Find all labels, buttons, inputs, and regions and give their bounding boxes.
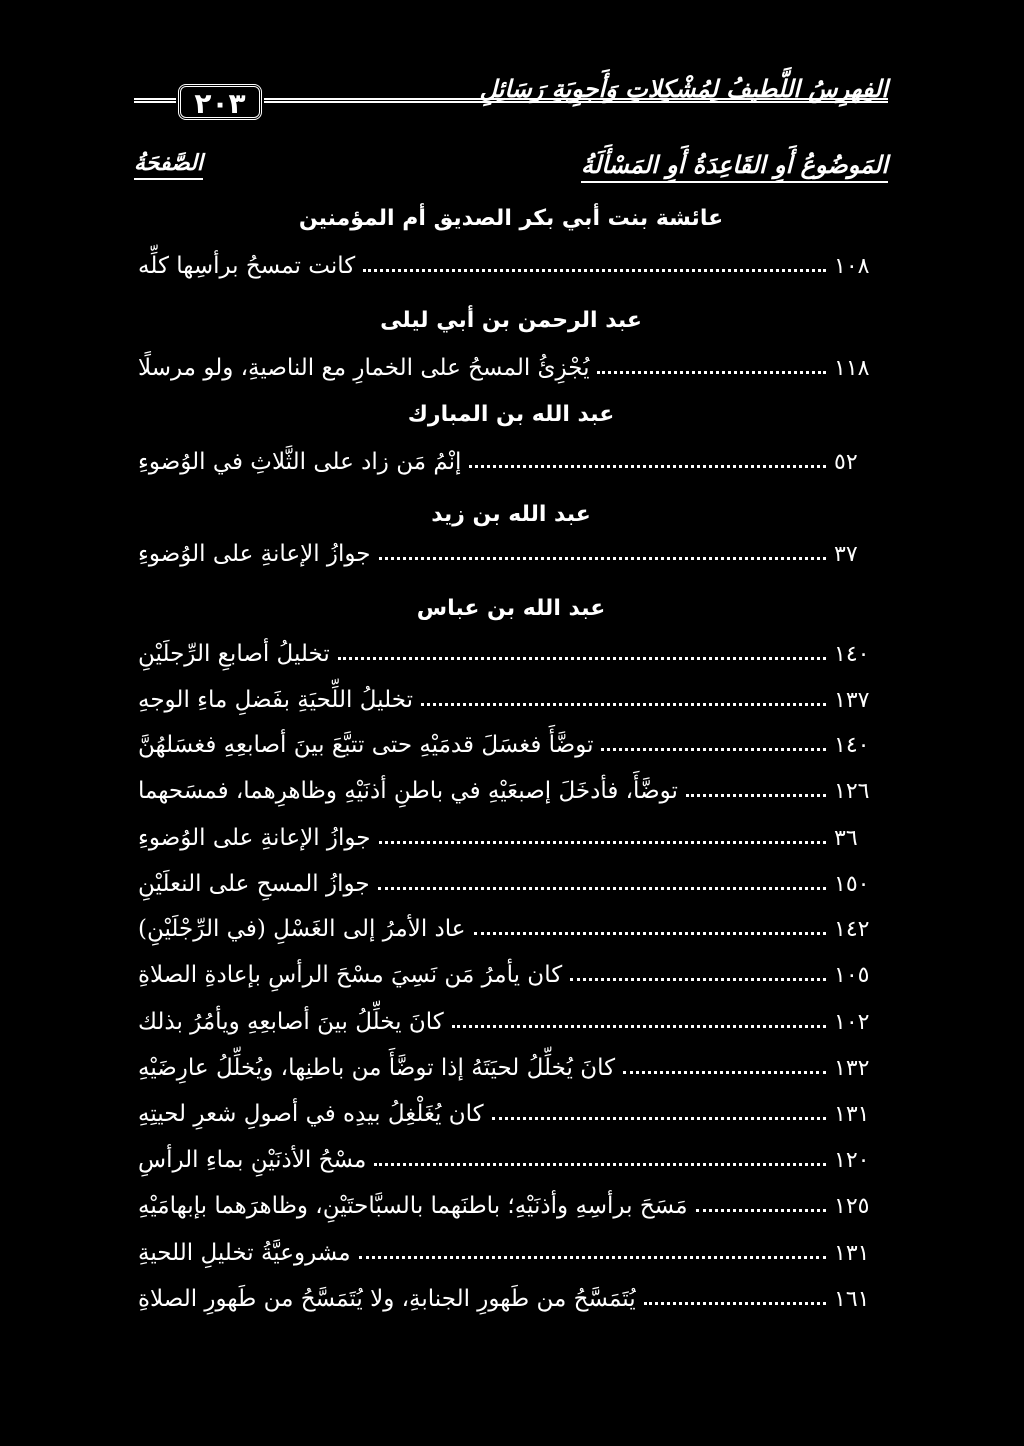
leader-dots: [696, 1209, 826, 1212]
entry-page: ١٠٢: [834, 1009, 870, 1035]
leader-dots: [644, 1302, 826, 1305]
leader-dots: [359, 1256, 826, 1259]
entry-page: ١٤٠: [834, 641, 870, 667]
entry-page: ١٣٧: [834, 687, 870, 713]
entry-page: ١٦١: [834, 1286, 870, 1312]
leader-dots: [363, 269, 826, 272]
index-entry: [134, 1188, 888, 1224]
leader-dots: [492, 1117, 826, 1120]
entry-text: عاد الأمرُ إلى الغَسْلِ (في الرِّجْلَيْنِ): [138, 916, 466, 942]
entry-page: ١٣٢: [834, 1055, 870, 1081]
index-entry: [134, 248, 888, 284]
column-heading-topic: المَوضُوعُ أَوِ القَاعِدَةُ أَوِ المَسْأَلَةُ: [581, 150, 888, 183]
header-rule-left: [134, 98, 176, 103]
index-entry: [134, 820, 888, 856]
index-entry: [134, 350, 888, 386]
index-entry: [134, 636, 888, 672]
entry-page: ١٠٥: [834, 962, 870, 988]
entry-page: ١٤٢: [834, 916, 870, 942]
entry-text: كانَ يخلِّلُ بينَ أصابعِهِ ويأمُرُ بذلك: [138, 1009, 444, 1035]
entry-page: ١٢٦: [834, 778, 870, 804]
leader-dots: [601, 748, 826, 751]
entry-text: مَسَحَ برأسِهِ وأذنَيْهِ؛ باطنَهما بالسبَّاحتَيْنِ، وظاهرَهما بإبهامَيْهِ: [138, 1193, 688, 1219]
leader-dots: [379, 557, 826, 560]
index-entry: [134, 957, 888, 993]
leader-dots: [597, 371, 826, 374]
leader-dots: [452, 1025, 826, 1028]
index-entry: [134, 1096, 888, 1132]
entry-page: ١٠٨: [834, 253, 870, 279]
entry-page: ١٢٠: [834, 1147, 870, 1173]
entry-text: توضَّأَ فغسَلَ قدمَيْهِ حتى تتبَّعَ بينَ أصابعِهِ فغسَلهُنَّ: [138, 732, 594, 758]
entry-text: كان يُغَلْغِلُ بيدِه في أصولِ شعرِ لحيتِهِ: [138, 1101, 484, 1127]
entry-text: جوازُ الإعانةِ على الوُضوءِ: [138, 541, 371, 567]
book-title: الفِهرِسُ اللَّطيفُ لِمُشْكِلاتِ وَأَجوِبَةِ رَسَائِلِ: [479, 74, 888, 103]
entry-page: ١٥٠: [834, 871, 870, 897]
leader-dots: [421, 703, 826, 706]
index-entry: [134, 1142, 888, 1178]
entry-text: يُتَمَسَّحُ من طَهورِ الجنابةِ، ولا يُتَمَسَّحُ من طَهورِ الصلاةِ: [138, 1286, 636, 1312]
index-entry: [134, 727, 888, 763]
index-entry: [134, 682, 888, 718]
leader-dots: [338, 657, 826, 660]
section-title: عبد الله بن زيد: [431, 502, 591, 527]
entry-text: جوازُ الإعانةِ على الوُضوءِ: [138, 825, 371, 851]
entry-text: كان يأمرُ مَن نَسِيَ مسْحَ الرأسِ بإعادةِ الصلاةِ: [138, 962, 563, 988]
entry-page: ١٢٥: [834, 1193, 870, 1219]
entry-text: توضَّأَ، فأدخَلَ إصبعَيْهِ في باطنِ أذنَيْهِ وظاهرِهما، فمسَحهما: [138, 778, 678, 804]
index-entry: [134, 911, 888, 947]
leader-dots: [378, 887, 826, 890]
index-entry: [134, 866, 888, 902]
column-heading-page: الصَّفحَةُ: [134, 150, 203, 180]
entry-text: تخليلُ أصابعِ الرِّجلَيْنِ: [138, 641, 330, 667]
section-title: عبد الرحمن بن أبي ليلى: [380, 308, 642, 333]
entry-text: يُجْزِئُ المسحُ على الخمارِ مع الناصيةِ، ولو مرسلًا: [138, 355, 590, 381]
section-title: عبد الله بن المبارك: [407, 402, 615, 427]
section-title: عائشة بنت أبي بكر الصديق أم المؤمنين: [298, 206, 724, 231]
entry-page: ١٤٠: [834, 732, 870, 758]
entry-page: ١٣١: [834, 1240, 870, 1266]
section-title: عبد الله بن عباس: [416, 596, 606, 621]
entry-text: إنْمُ مَن زاد على الثَّلاثِ في الوُضوءِ: [138, 449, 462, 475]
index-entry: [134, 1004, 888, 1040]
index-entry: [134, 773, 888, 809]
index-entry: [134, 536, 888, 572]
entry-page: ٣٦: [834, 825, 858, 851]
leader-dots: [374, 1163, 826, 1166]
entry-page: ١٣١: [834, 1101, 870, 1127]
leader-dots: [474, 932, 826, 935]
entry-page: ٥٢: [834, 449, 858, 475]
leader-dots: [570, 978, 826, 981]
page-number: ٢٠٣: [178, 84, 262, 120]
index-entry: [134, 444, 888, 480]
entry-text: مشروعيَّةُ تخليلِ اللحيةِ: [138, 1240, 351, 1266]
entry-text: تخليلُ اللِّحيَةِ بفَضلِ ماءِ الوجهِ: [138, 687, 413, 713]
index-entry: [134, 1235, 888, 1271]
leader-dots: [686, 794, 826, 797]
entry-text: مسْحُ الأذنَيْنِ بماءِ الرأسِ: [138, 1147, 367, 1173]
entry-text: كانت تمسحُ برأسِها كلِّه: [138, 253, 356, 279]
entry-text: جوازُ المسحِ على النعلَيْنِ: [138, 871, 370, 897]
index-entry: [134, 1050, 888, 1086]
entry-page: ١١٨: [834, 355, 870, 381]
leader-dots: [623, 1071, 826, 1074]
index-entry: [134, 1281, 888, 1317]
leader-dots: [379, 841, 826, 844]
leader-dots: [469, 465, 826, 468]
entry-page: ٣٧: [834, 541, 858, 567]
entry-text: كانَ يُخلِّلُ لحيَتَهُ إذا توضَّأَ من باطنِها، ويُخلِّلُ عارِضَيْهِ: [138, 1055, 616, 1081]
